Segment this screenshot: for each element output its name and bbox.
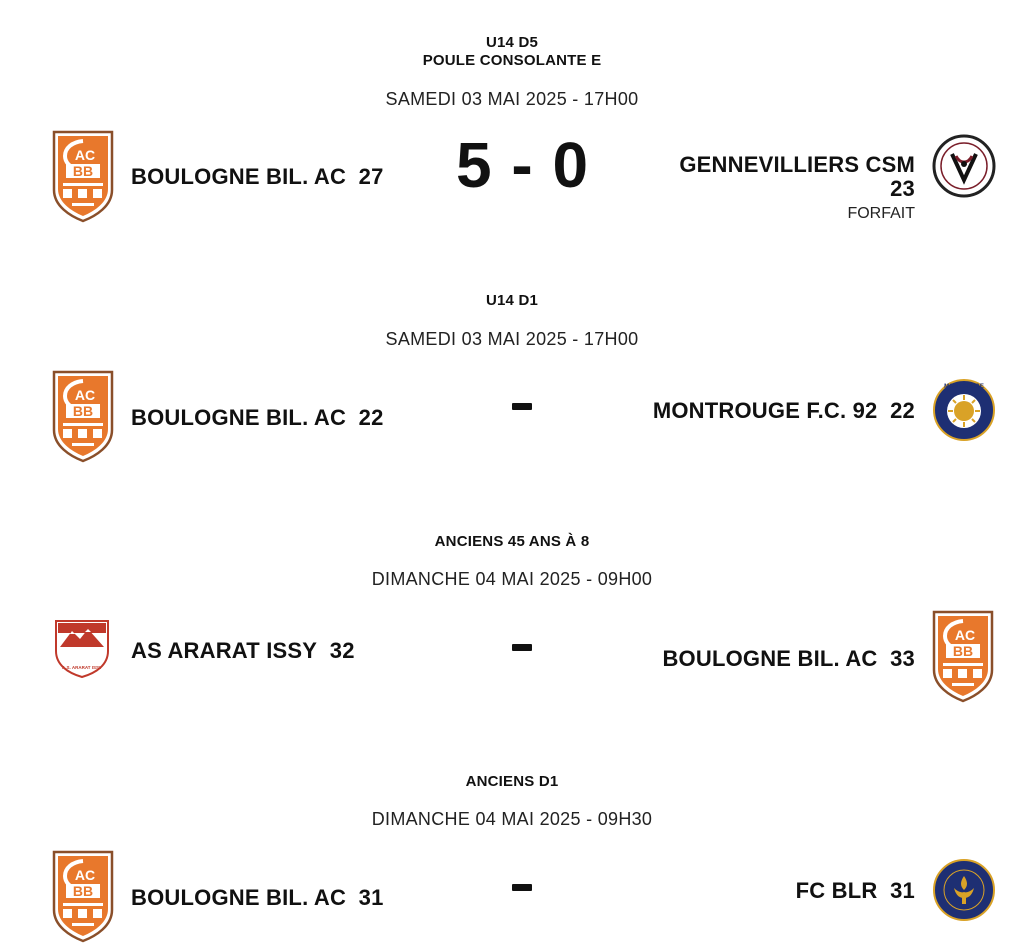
svg-text:BB: BB — [952, 643, 974, 659]
svg-text:BB: BB — [72, 883, 94, 899]
svg-text:AC: AC — [954, 627, 976, 643]
away-team-name[interactable]: BOULOGNE BIL. AC 33 — [662, 646, 915, 671]
svg-text:AC: AC — [74, 867, 96, 883]
competition-subtitle: POULE CONSOLANTE E — [422, 52, 602, 69]
match-date: SAMEDI 03 MAI 2025 - 17H00 — [385, 329, 639, 349]
svg-text:AC: AC — [74, 387, 96, 403]
away-team-name[interactable]: GENNEVILLIERS CSM 23 — [679, 152, 915, 201]
gennevilliers-crest-icon[interactable] — [932, 134, 996, 198]
competition-title: U14 D1 — [485, 292, 539, 309]
forfeit-note: FORFAIT — [847, 205, 915, 222]
score-placeholder — [512, 884, 532, 891]
svg-text:A.S. ARARAT ISSY: A.S. ARARAT ISSY — [61, 665, 103, 670]
competition-title: ANCIENS D1 — [465, 773, 559, 790]
home-team-name[interactable]: BOULOGNE BIL. AC 22 — [131, 405, 384, 430]
acbb-crest-icon[interactable] — [930, 608, 996, 704]
score-placeholder — [512, 644, 532, 651]
match-date: DIMANCHE 04 MAI 2025 - 09H00 — [371, 569, 653, 589]
svg-text:MONTROUGE: MONTROUGE — [944, 384, 984, 390]
acbb-crest-icon[interactable] — [50, 128, 116, 224]
away-team-name[interactable]: MONTROUGE F.C. 92 22 — [652, 398, 915, 423]
acbb-crest-icon[interactable] — [50, 368, 116, 464]
match-date: DIMANCHE 04 MAI 2025 - 09H30 — [371, 809, 653, 829]
home-team-name[interactable]: AS ARARAT ISSY 32 — [131, 638, 355, 663]
match-score: 5 - 0 — [455, 129, 590, 201]
match-date: SAMEDI 03 MAI 2025 - 17H00 — [385, 89, 639, 109]
montrouge-crest-icon[interactable] — [932, 378, 996, 442]
home-team-name[interactable]: BOULOGNE BIL. AC 27 — [131, 164, 384, 189]
competition-title: ANCIENS 45 ANS À 8 — [434, 533, 590, 550]
home-team-name[interactable]: BOULOGNE BIL. AC 31 — [131, 885, 384, 910]
score-placeholder — [512, 403, 532, 410]
ararat-crest-icon[interactable] — [52, 617, 112, 679]
acbb-crest-icon[interactable] — [50, 848, 116, 944]
fcblr-crest-icon[interactable] — [932, 858, 996, 922]
svg-text:BB: BB — [72, 403, 94, 419]
away-team-name[interactable]: FC BLR 31 — [795, 878, 915, 903]
competition-title: U14 D5 — [485, 34, 539, 51]
svg-text:BB: BB — [72, 163, 94, 179]
svg-text:AC: AC — [74, 147, 96, 163]
